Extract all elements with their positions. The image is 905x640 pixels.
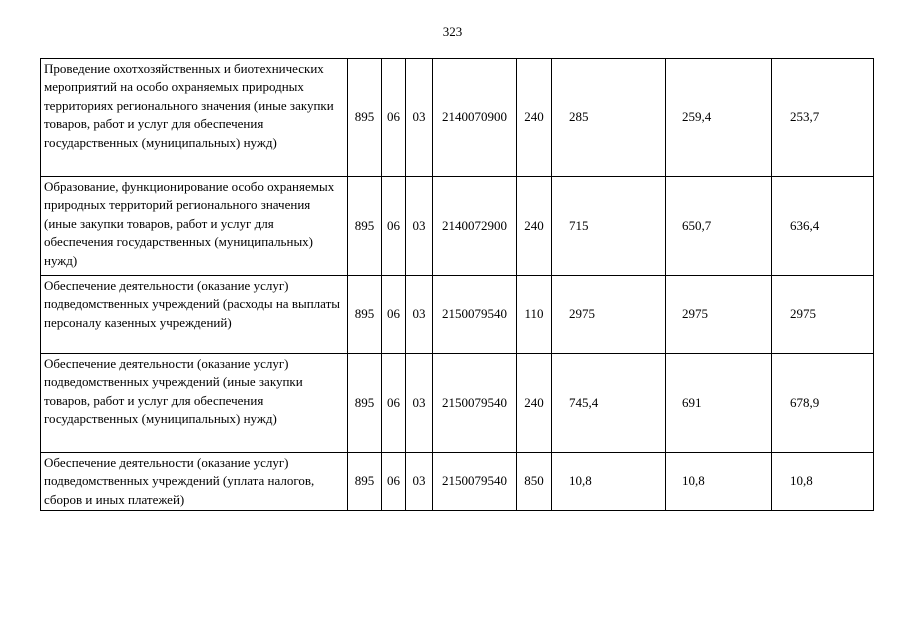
- target-article-cell: 2140072900: [433, 177, 517, 276]
- subsection-code-cell: 03: [406, 177, 433, 276]
- target-article-cell: 2140070900: [433, 59, 517, 177]
- amount-1-cell: 2975: [552, 276, 666, 354]
- amount-2-cell: 2975: [666, 276, 772, 354]
- amount-2-cell: 10,8: [666, 453, 772, 511]
- ministry-code-cell: 895: [348, 276, 382, 354]
- expense-type-cell: 850: [517, 453, 552, 511]
- amount-3-cell: 253,7: [772, 59, 874, 177]
- ministry-code-cell: 895: [348, 59, 382, 177]
- expense-type-cell: 110: [517, 276, 552, 354]
- table-row: [41, 177, 874, 276]
- expense-type-cell: 240: [517, 354, 552, 453]
- target-article-cell: 2150079540: [433, 276, 517, 354]
- amount-3-cell: 10,8: [772, 453, 874, 511]
- table-row: [41, 59, 874, 177]
- table-row: [41, 453, 874, 511]
- subsection-code-cell: 03: [406, 453, 433, 511]
- ministry-code-cell: 895: [348, 453, 382, 511]
- description-cell: Образование, функционирование особо охраняемых природных территорий регионального значения (иные закупки товаров, работ и услуг для обеспечения государственных (муниципальных) нужд): [41, 177, 348, 276]
- table-row: [41, 276, 874, 354]
- section-code-cell: 06: [382, 177, 406, 276]
- table-row: [41, 354, 874, 453]
- section-code-cell: 06: [382, 59, 406, 177]
- amount-1-cell: 285: [552, 59, 666, 177]
- description-cell: Проведение охотхозяйственных и биотехнических мероприятий на особо охраняемых природных территориях регионального значения (иные закупки товаров, работ и услуг для обеспечения государственных (муниципальных) нужд): [41, 59, 348, 177]
- amount-1-cell: 745,4: [552, 354, 666, 453]
- target-article-cell: 2150079540: [433, 354, 517, 453]
- amount-3-cell: 636,4: [772, 177, 874, 276]
- target-article-cell: 2150079540: [433, 453, 517, 511]
- subsection-code-cell: 03: [406, 59, 433, 177]
- description-cell: Обеспечение деятельности (оказание услуг) подведомственных учреждений (иные закупки товаров, работ и услуг для обеспечения государственных (муниципальных) нужд): [41, 354, 348, 453]
- subsection-code-cell: 03: [406, 276, 433, 354]
- budget-table: [40, 58, 874, 511]
- description-cell: Обеспечение деятельности (оказание услуг) подведомственных учреждений (расходы на выплаты персоналу казенных учреждений): [41, 276, 348, 354]
- description-cell: Обеспечение деятельности (оказание услуг) подведомственных учреждений (уплата налогов, сборов и иных платежей): [41, 453, 348, 511]
- amount-2-cell: 691: [666, 354, 772, 453]
- expense-type-cell: 240: [517, 177, 552, 276]
- amount-3-cell: 2975: [772, 276, 874, 354]
- subsection-code-cell: 03: [406, 354, 433, 453]
- section-code-cell: 06: [382, 453, 406, 511]
- section-code-cell: 06: [382, 276, 406, 354]
- amount-3-cell: 678,9: [772, 354, 874, 453]
- amount-1-cell: 10,8: [552, 453, 666, 511]
- ministry-code-cell: 895: [348, 177, 382, 276]
- amount-2-cell: 259,4: [666, 59, 772, 177]
- amount-1-cell: 715: [552, 177, 666, 276]
- expense-type-cell: 240: [517, 59, 552, 177]
- ministry-code-cell: 895: [348, 354, 382, 453]
- section-code-cell: 06: [382, 354, 406, 453]
- amount-2-cell: 650,7: [666, 177, 772, 276]
- page-number: 323: [442, 24, 463, 39]
